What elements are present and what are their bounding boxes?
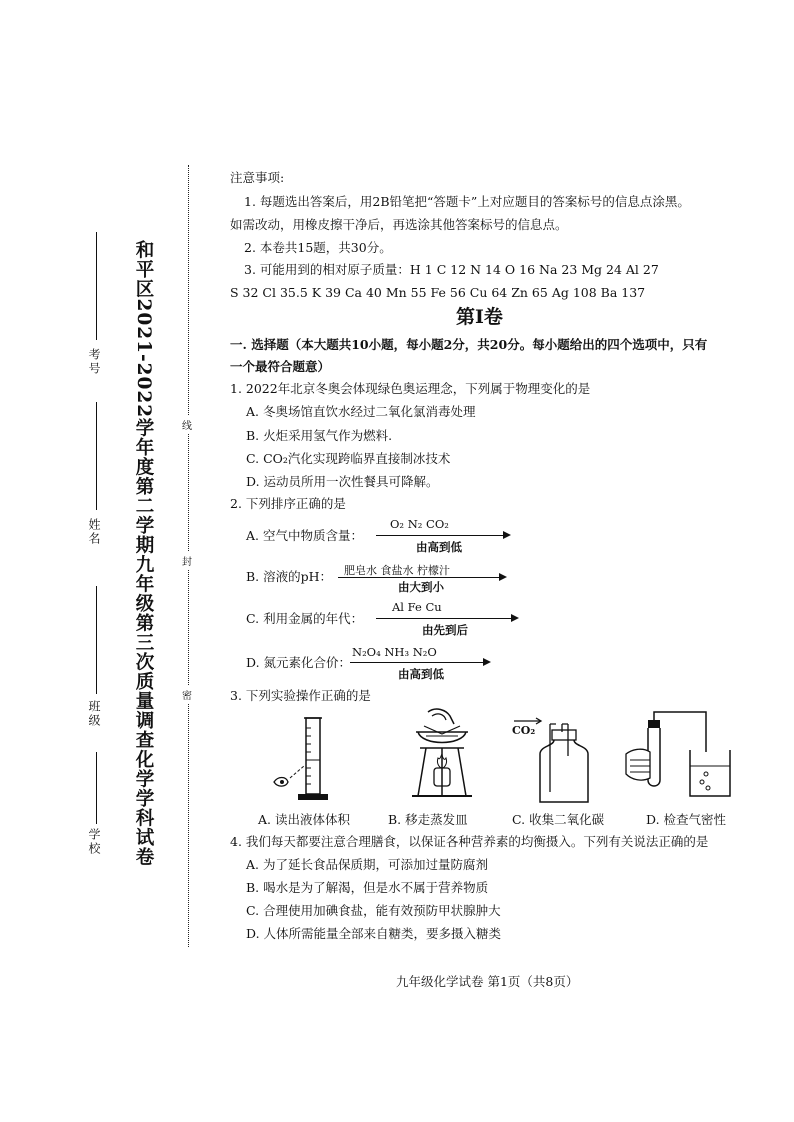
name-label: 姓名 [87,518,101,546]
q4-stem: 4. 我们每天都要注意合理膳食，以保证各种营养素的均衡摄入。下列有关说法正确的是 [230,834,709,849]
class-label: 班级 [87,700,101,728]
q1-stem: 1. 2022年北京冬奥会体现绿色奥运理念，下列属于物理变化的是 [230,381,591,396]
school-label: 学校 [87,828,101,856]
exam-number-field-line [96,232,97,340]
q2-option-a-direction: 由高到低 [416,540,462,554]
q4-option-d: D. 人体所需能量全部来自糖类，要多摄入糖类 [246,926,502,941]
notes-heading: 注意事项: [230,170,285,185]
q3-stem: 3. 下列实验操作正确的是 [230,688,371,703]
notes-item-1-line-1: 1. 每题选出答案后，用2B铅笔把“答题卡”上对应题目的答案标号的信息点涂黑。 [244,194,690,209]
volume-title: 第Ⅰ卷 [456,306,503,328]
page-footer: 九年级化学试卷 第1页（共8页） [396,974,579,989]
q3-caption-a: A. 读出液体体积 [258,812,350,827]
notes-item-2: 2. 本卷共15题，共30分。 [244,240,392,255]
school-field-line [96,752,97,824]
q2-option-d-arrow [350,662,484,663]
q2-option-b-label: B. 溶液的pH： [246,569,333,584]
section-1-heading-line-2: 一个最符合题意） [230,359,331,374]
seal-char-line: 线 [182,416,192,433]
q2-option-b-direction: 由大到小 [398,580,444,594]
q4-option-a: A. 为了延长食品保质期，可添加过量防腐剂 [246,857,488,872]
seal-char-secret: 密 [182,686,192,703]
exam-number-label: 考号 [87,348,101,376]
q4-option-b: B. 喝水是为了解渴，但是水不属于营养物质 [246,880,489,895]
name-field-line [96,402,97,510]
exam-title-vertical: 和平区2021-2022学年度第二学期九年级第三次质量调查化学学科试卷 [133,240,154,867]
q1-option-c: C. CO₂汽化实现跨临界直接制冰技术 [246,451,451,466]
q2-option-d-label: D. 氮元素化合价： [246,655,352,670]
class-field-line [96,586,97,694]
q2-option-a-label: A. 空气中物质含量： [246,528,363,543]
q2-option-d-direction: 由高到低 [398,667,444,681]
q2-option-a-arrow [376,535,504,536]
notes-item-3-line-2: S 32 Cl 35.5 K 39 Ca 40 Mn 55 Fe 56 Cu 64 Zn 65 Ag 108 Ba 137 [230,285,646,300]
q2-option-a-arrowhead [503,531,511,539]
q1-option-b: B. 火炬采用氢气作为燃料. [246,428,393,443]
q3-caption-c: C. 收集二氧化碳 [512,812,605,827]
q3-caption-b: B. 移走蒸发皿 [388,812,468,827]
q3-figure-c-co2-label: CO₂ [512,724,536,737]
q3-caption-d: D. 检查气密性 [646,812,727,827]
q2-option-b-arrow [338,577,500,578]
q4-option-c: C. 合理使用加碘食盐，能有效预防甲状腺肿大 [246,903,501,918]
q2-option-c-arrowhead [511,614,519,622]
q2-option-c-direction: 由先到后 [422,623,468,637]
q1-option-a: A. 冬奥场馆直饮水经过二氧化氯消毒处理 [246,404,476,419]
q2-option-d-sequence: N₂O₄ NH₃ N₂O [352,645,437,659]
q2-option-a-sequence: O₂ N₂ CO₂ [390,517,449,531]
notes-item-1-line-2: 如需改动，用橡皮擦干净后，再选涂其他答案标号的信息点。 [230,217,568,232]
q2-option-d-arrowhead [483,658,491,666]
q3-figure-d-airtightness-check [620,708,740,806]
q2-stem: 2. 下列排序正确的是 [230,496,346,511]
q3-figure-a-measuring-cylinder [262,712,352,804]
q2-option-b-arrowhead [499,573,507,581]
seal-char-seal: 封 [182,552,192,569]
q2-option-b-sequence: 肥皂水 食盐水 柠檬汁 [344,564,450,577]
q2-option-c-label: C. 利用金属的年代： [246,611,364,626]
q2-option-c-sequence: Al Fe Cu [392,600,442,614]
q2-option-c-arrow [376,618,512,619]
q1-option-d: D. 运动员所用一次性餐具可降解。 [246,474,439,489]
notes-item-3-line-1: 3. 可能用到的相对原子质量：H 1 C 12 N 14 O 16 Na 23 Mg 24 Al 27 [244,262,659,277]
q3-figure-b-evaporating-dish [402,706,482,804]
section-1-heading-line-1: 一. 选择题（本大题共10小题，每小题2分，共20分。每小题给出的四个选项中，只有 [230,337,708,352]
